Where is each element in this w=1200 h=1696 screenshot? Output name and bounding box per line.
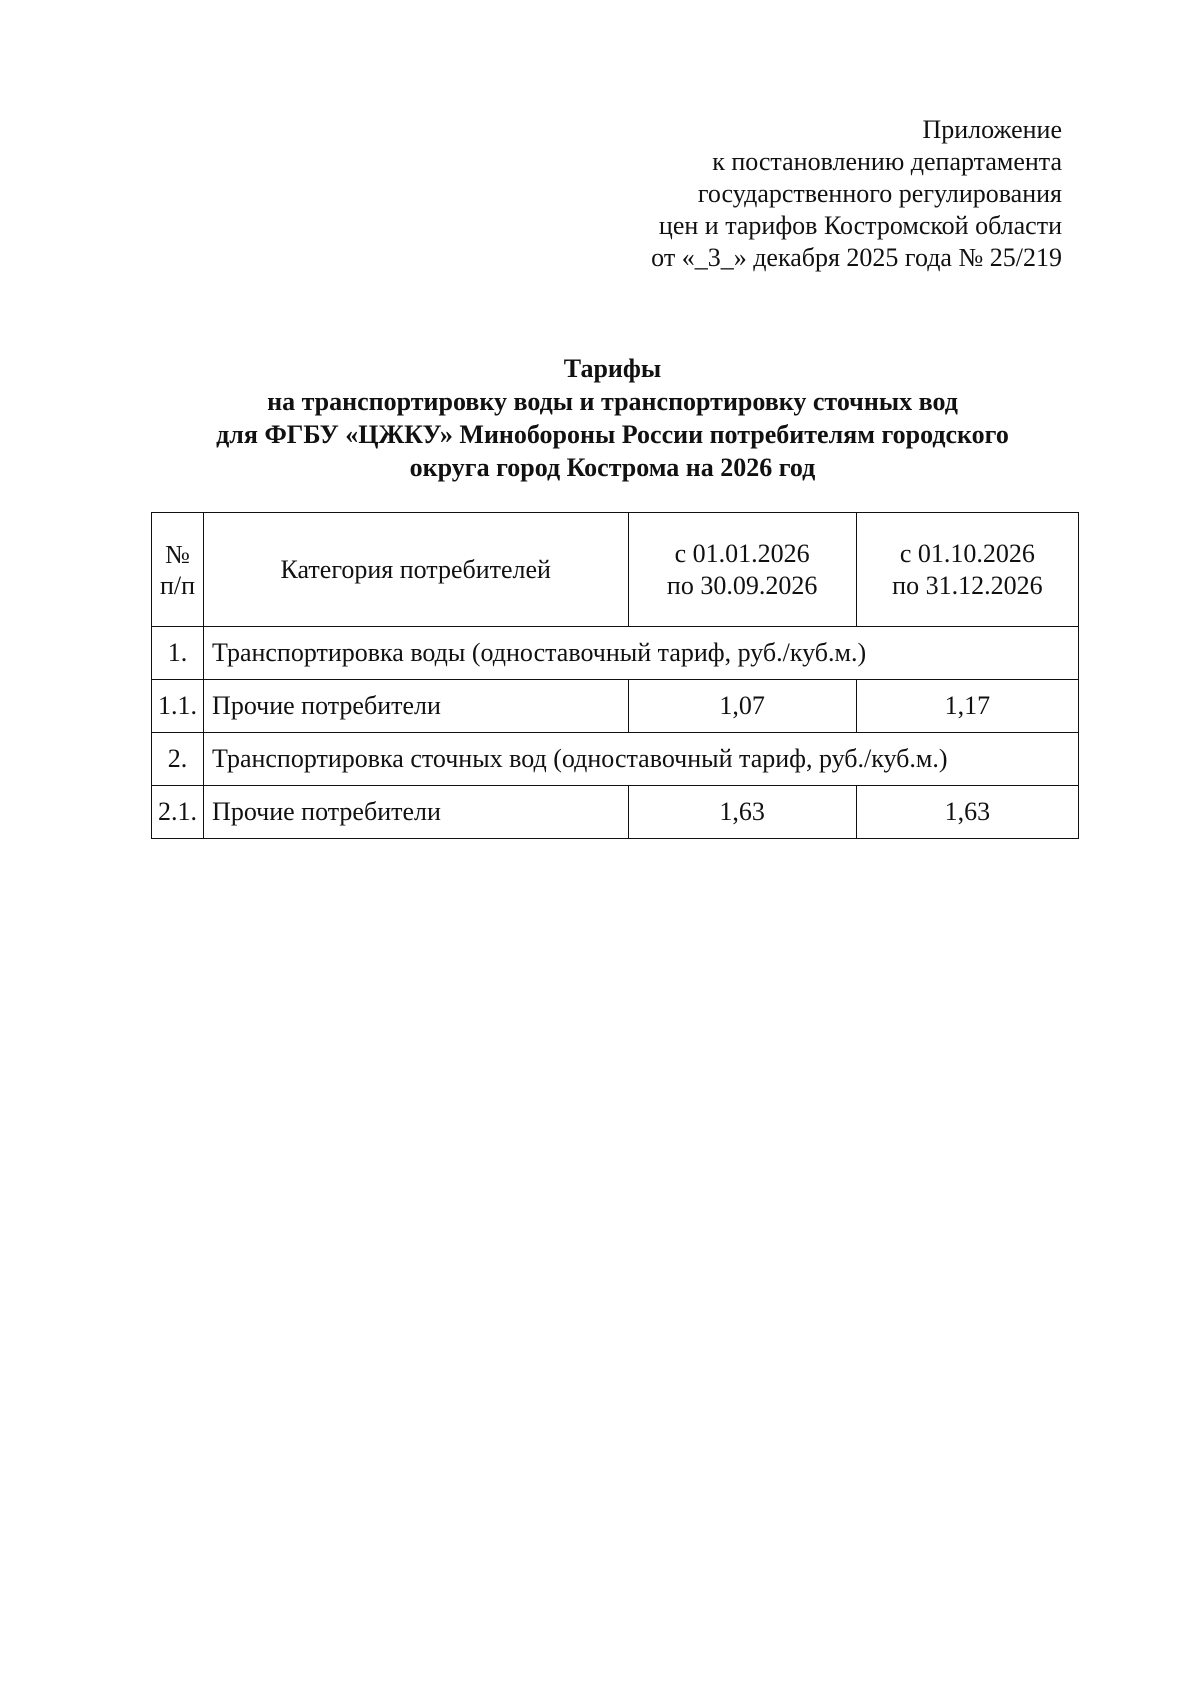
header-number-line: п/п xyxy=(159,570,196,600)
header-period-line: с 01.10.2026 xyxy=(899,538,1035,568)
approval-line: цен и тарифов Костромской области xyxy=(658,211,1062,240)
header-period-1 xyxy=(628,513,856,627)
header-period-line: с 01.01.2026 xyxy=(674,538,810,568)
table-section-row xyxy=(152,733,1079,786)
table-row xyxy=(152,680,1079,733)
header-category xyxy=(204,513,628,627)
row-tariff-period-2: 1,63 xyxy=(856,786,1078,839)
section-label: Транспортировка сточных вод (одноставочный тариф, руб./куб.м.) xyxy=(204,733,1079,786)
table-row xyxy=(152,786,1079,839)
title-line: для ФГБУ «ЦЖКУ» Минобороны России потребителям городского xyxy=(216,420,1009,449)
section-label: Транспортировка воды (одноставочный тариф, руб./куб.м.) xyxy=(204,627,1079,680)
title-line: на транспортировку воды и транспортировку сточных вод xyxy=(267,387,958,416)
approval-line: государственного регулирования xyxy=(697,179,1062,208)
approval-line: Приложение xyxy=(922,115,1062,144)
approval-stamp xyxy=(651,114,1062,274)
header-category-label: Категория потребителей xyxy=(280,554,551,584)
title-line: округа город Кострома на 2026 год xyxy=(409,453,816,482)
header-number-line: № xyxy=(165,539,190,569)
header-period-line: по 31.12.2026 xyxy=(892,570,1043,600)
row-number: 2.1. xyxy=(152,786,204,839)
row-number: 1. xyxy=(152,627,204,680)
document-title xyxy=(150,352,1075,484)
row-category: Прочие потребители xyxy=(204,680,628,733)
header-period-2 xyxy=(856,513,1078,627)
header-period-line: по 30.09.2026 xyxy=(666,570,818,600)
row-tariff-period-1: 1,63 xyxy=(628,786,856,839)
row-tariff-period-1: 1,07 xyxy=(628,680,856,733)
row-number: 2. xyxy=(152,733,204,786)
title-line: Тарифы xyxy=(563,354,662,383)
row-category: Прочие потребители xyxy=(204,786,628,839)
header-number xyxy=(152,513,204,627)
row-number: 1.1. xyxy=(152,680,204,733)
table-header-row xyxy=(152,513,1079,627)
approval-line: к постановлению департамента xyxy=(712,147,1062,176)
row-tariff-period-2: 1,17 xyxy=(856,680,1078,733)
approval-line: от «_3_» декабря 2025 года № 25/219 xyxy=(651,243,1062,272)
tariff-table xyxy=(151,512,1079,839)
table-section-row xyxy=(152,627,1079,680)
